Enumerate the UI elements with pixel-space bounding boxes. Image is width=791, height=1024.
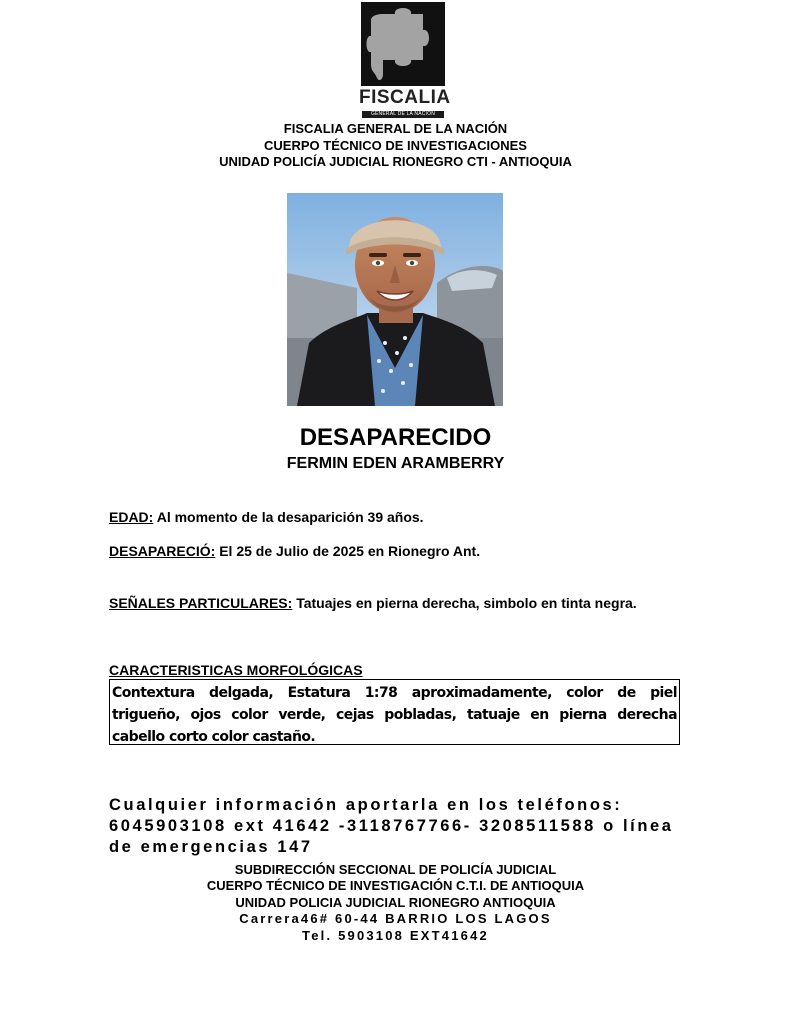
marks-field (109, 594, 682, 612)
morphology-description: Contextura delgada, Estatura 1:78 aproximadamente, color de piel trigueño, ojos color verde, cejas pobladas, tatuaje en pierna derecha cabello corto color castaño. (109, 679, 680, 745)
footer-line-3: UNIDAD POLICIA JUDICIAL RIONEGRO ANTIOQUIA (235, 895, 556, 910)
disappeared-field (109, 542, 682, 560)
header-line-1: FISCALIA GENERAL DE LA NACIÓN (283, 121, 508, 136)
age-value: Al momento de la desaparición 39 años. (153, 509, 424, 525)
disappeared-label: DESAPARECIÓ: (109, 543, 216, 559)
notice-title: DESAPARECIDO (299, 424, 492, 451)
marks-value: Tatuajes en pierna derecha, simbolo en tinta negra. (292, 595, 637, 611)
header-line-2: CUERPO TÉCNICO DE INVESTIGACIONES (264, 138, 527, 153)
header-line-3: UNIDAD POLICÍA JUDICIAL RIONEGRO CTI - ANTIOQUIA (219, 154, 572, 169)
marks-label: SEÑALES PARTICULARES: (109, 595, 293, 611)
fiscalia-logo (359, 2, 451, 118)
logo-subtitle: GENERAL DE LA NACIÓN (362, 111, 444, 118)
puzzle-piece-icon (361, 2, 445, 86)
disappeared-value: El 25 de Julio de 2025 en Rionegro Ant. (215, 543, 481, 559)
footer-line-2: CUERPO TÉCNICO DE INVESTIGACIÓN C.T.I. DE ANTIOQUIA (206, 878, 585, 893)
footer-phone: Tel. 5903108 EXT41642 (302, 928, 489, 943)
footer-address: Carrera46# 60-44 BARRIO LOS LAGOS (239, 911, 552, 926)
logo-wordmark: FISCALIA (359, 87, 451, 108)
age-field (109, 508, 682, 526)
person-name: FERMIN EDEN ARAMBERRY (286, 455, 505, 472)
morphology-heading: CARACTERISTICAS MORFOLÓGICAS (109, 662, 363, 678)
missing-person-photo (287, 193, 503, 406)
footer-line-1: SUBDIRECCIÓN SECCIONAL DE POLICÍA JUDICIAL (234, 862, 557, 877)
age-label: EDAD: (109, 509, 154, 525)
logo-square (361, 2, 445, 86)
contact-info: Cualquier información aportarla en los teléfonos: 6045903108 ext 41642 -3118767766- 3208511588 o línea de emergencias 147 (109, 796, 674, 856)
